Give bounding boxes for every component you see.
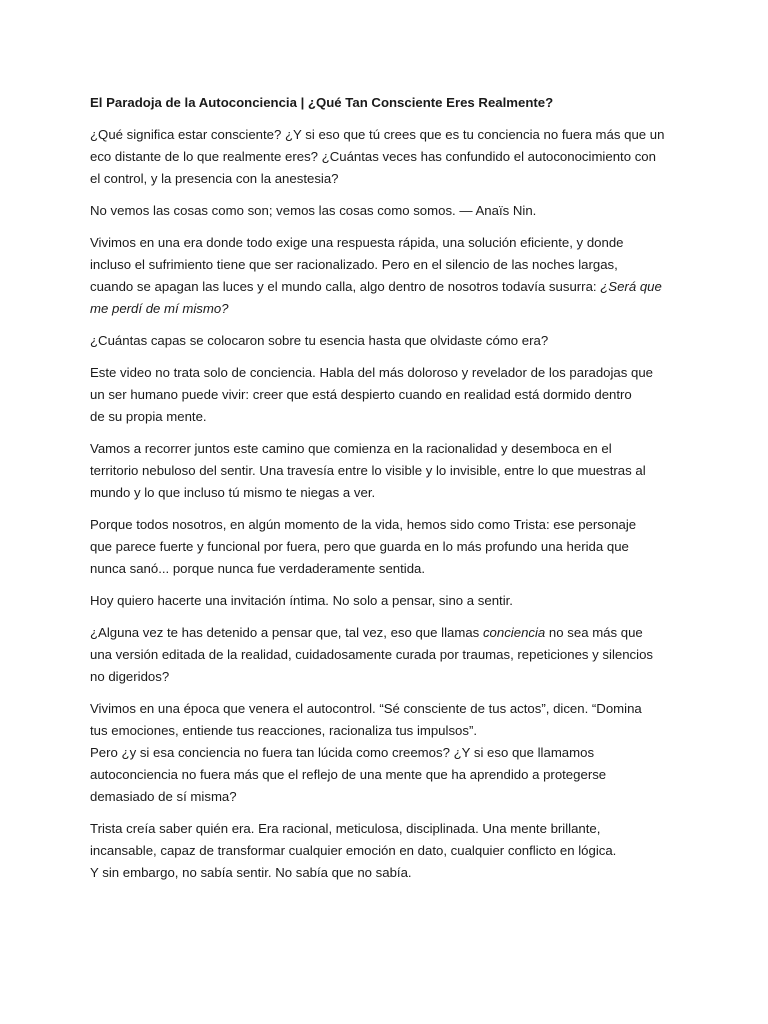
- quote-paragraph: [90, 200, 682, 222]
- paragraph-line: eco distante de lo que realmente eres? ¿Cuántas veces has confundido el autoconocimiento con: [90, 149, 656, 164]
- italic-question: me perdí de mí mismo?: [90, 301, 229, 316]
- paragraph-line: Porque todos nosotros, en algún momento de la vida, hemos sido como Trista: ese personaje: [90, 517, 637, 532]
- italic-question: ¿Será que: [600, 279, 662, 294]
- paragraph-6: [90, 438, 682, 504]
- paragraph-line: [90, 622, 682, 644]
- line-text: ¿Alguna vez te has detenido a pensar que, tal vez, eso que llamas: [90, 625, 483, 640]
- paragraph-line: territorio nebuloso del sentir. Una travesía entre lo visible y lo invisible, entre lo que muestras al: [90, 463, 646, 478]
- paragraph-line: una versión editada de la realidad, cuidadosamente curada por traumas, repeticiones y silencios: [90, 647, 653, 662]
- paragraph-line: Pero ¿y si esa conciencia no fuera tan lúcida como creemos? ¿Y si eso que llamamos: [90, 745, 595, 760]
- italic-word: conciencia: [482, 625, 546, 640]
- paragraph-line: mundo y lo que incluso tú mismo te niegas a ver.: [90, 485, 376, 500]
- document-title: El Paradoja de la Autoconciencia | ¿Qué Tan Consciente Eres Realmente?: [90, 95, 554, 110]
- paragraph-8: [90, 590, 682, 612]
- paragraph-line: el control, y la presencia con la anestesia?: [90, 171, 339, 186]
- paragraph-1: [90, 124, 682, 190]
- paragraph-line: incluso el sufrimiento tiene que ser racionalizado. Pero en el silencio de las noches largas,: [90, 257, 618, 272]
- paragraph-line: Este video no trata solo de conciencia. Habla del más doloroso y revelador de los paradojas que: [90, 365, 654, 380]
- paragraph-line: no digeridos?: [90, 669, 170, 684]
- paragraph-line: ¿Qué significa estar consciente? ¿Y si eso que tú crees que es tu conciencia no fuera más que un: [90, 127, 665, 142]
- paragraph-line: Trista creía saber quién era. Era racional, meticulosa, disciplinada. Una mente brillante,: [90, 821, 601, 836]
- paragraph-line: tus emociones, entiende tus reacciones, racionaliza tus impulsos”.: [90, 723, 478, 738]
- paragraph-11: [90, 818, 682, 884]
- paragraph-line: incansable, capaz de transformar cualquier emoción en dato, cualquier conflicto en lógica.: [90, 843, 617, 858]
- paragraph-3: [90, 232, 682, 320]
- paragraph-line: nunca sanó... porque nunca fue verdaderamente sentida.: [90, 561, 426, 576]
- line-text: cuando se apagan las luces y el mundo calla, algo dentro de nosotros todavía susurra:: [90, 279, 601, 294]
- paragraph-9: [90, 622, 682, 688]
- paragraph-line: [90, 298, 682, 320]
- paragraph-10: [90, 698, 682, 808]
- quote-line: No vemos las cosas como son; vemos las cosas como somos. — Anaïs Nin.: [90, 203, 537, 218]
- paragraph-line: [90, 276, 682, 298]
- paragraph-line: Vamos a recorrer juntos este camino que comienza en la racionalidad y desemboca en el: [90, 441, 612, 456]
- paragraph-line: Vivimos en una época que venera el autocontrol. “Sé consciente de tus actos”, dicen. “Domina: [90, 701, 642, 716]
- paragraph-4: [90, 330, 682, 352]
- paragraph-line: que parece fuerte y funcional por fuera, pero que guarda en lo más profundo una herida que: [90, 539, 629, 554]
- paragraph-5: [90, 362, 682, 428]
- paragraph-line: Vivimos en una era donde todo exige una respuesta rápida, una solución eficiente, y donde: [90, 235, 624, 250]
- paragraph-line: Y sin embargo, no sabía sentir. No sabía que no sabía.: [90, 865, 412, 880]
- paragraph-line: ¿Cuántas capas se colocaron sobre tu esencia hasta que olvidaste cómo era?: [90, 333, 549, 348]
- paragraph-line: demasiado de sí misma?: [90, 789, 237, 804]
- document-page: [90, 92, 682, 894]
- paragraph-line: autoconciencia no fuera más que el reflejo de una mente que ha aprendido a protegerse: [90, 767, 607, 782]
- paragraph-line: de su propia mente.: [90, 409, 207, 424]
- paragraph-line: un ser humano puede vivir: creer que está despierto cuando en realidad está dormido dentro: [90, 387, 632, 402]
- paragraph-7: [90, 514, 682, 580]
- paragraph-line: Hoy quiero hacerte una invitación íntima. No solo a pensar, sino a sentir.: [90, 593, 513, 608]
- line-text: no sea más que: [545, 625, 643, 640]
